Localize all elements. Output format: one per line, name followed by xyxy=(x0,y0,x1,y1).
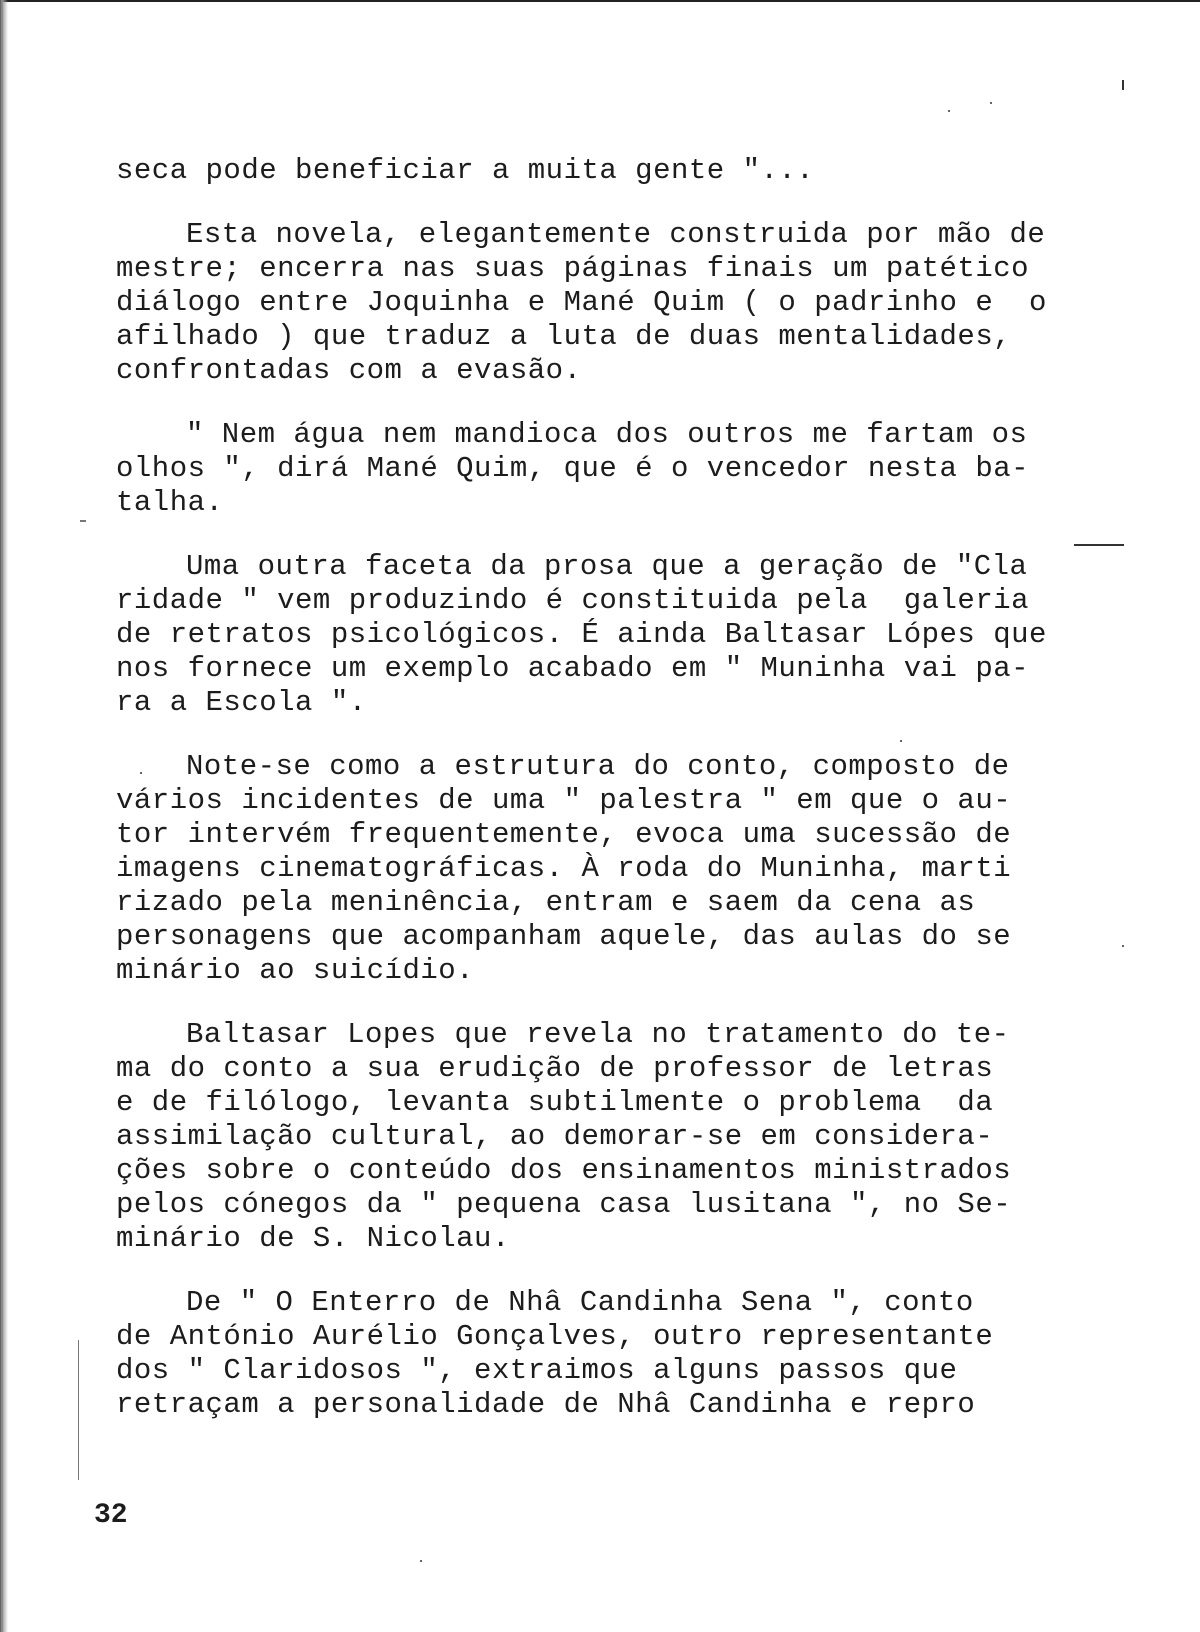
text-line: de retratos psicológicos. É ainda Baltasar Lópes que xyxy=(116,618,1047,651)
margin-mark xyxy=(80,520,86,522)
scan-speck xyxy=(420,1560,422,1562)
margin-mark xyxy=(78,1340,79,1480)
text-line: minário ao suicídio. xyxy=(116,954,475,987)
text-line: De " O Enterro de Nhâ Candinha Sena ", conto xyxy=(186,1286,974,1319)
text-line: de António Aurélio Gonçalves, outro representante xyxy=(116,1320,994,1353)
text-line: retraçam a personalidade de Nhâ Candinha e repro xyxy=(116,1388,976,1421)
text-line: e de filólogo, levanta subtilmente o problema da xyxy=(116,1086,994,1119)
text-line: nos fornece um exemplo acabado em " Muninha vai pa- xyxy=(116,652,1030,685)
text-line: talha. xyxy=(116,486,224,519)
text-line: afilhado ) que traduz a luta de duas mentalidades, xyxy=(116,320,1012,353)
text-line: diálogo entre Joquinha e Mané Quim ( o padrinho e o xyxy=(116,286,1047,319)
text-line: Esta novela, elegantemente construida por mão de xyxy=(186,218,1046,251)
paragraph-5 xyxy=(116,750,1136,988)
text-line: tor intervém frequentemente, evoca uma sucessão de xyxy=(116,818,1012,851)
typed-text-body xyxy=(116,154,1136,1452)
text-line: ra a Escola ". xyxy=(116,686,367,719)
scan-edge-shadow xyxy=(0,0,8,1632)
text-line: dos " Claridosos ", extraimos alguns passos que xyxy=(116,1354,958,1387)
text-line: ridade " vem produzindo é constituida pela galeria xyxy=(116,584,1030,617)
paragraph-6 xyxy=(116,1018,1136,1256)
text-line: Baltasar Lopes que revela no tratamento do te- xyxy=(186,1018,1010,1051)
text-line: rizado pela meninência, entram e saem da cena as xyxy=(116,886,976,919)
text-line: ma do conto a sua erudição de professor de letras xyxy=(116,1052,994,1085)
text-line: Note-se como a estrutura do conto, composto de xyxy=(186,750,1010,783)
text-line: olhos ", dirá Mané Quim, que é o vencedor nesta ba- xyxy=(116,452,1030,485)
text-line: Uma outra faceta da prosa que a geração de "Cla xyxy=(186,550,1028,583)
text-line: " Nem água nem mandioca dos outros me fartam os xyxy=(186,418,1028,451)
text-line: personagens que acompanham aquele, das aulas do se xyxy=(116,920,1012,953)
margin-mark xyxy=(1122,80,1124,90)
scan-speck xyxy=(948,110,950,112)
paragraph-3 xyxy=(116,418,1136,520)
paragraph-4 xyxy=(116,550,1136,720)
text-line: pelos cónegos da " pequena casa lusitana ", no Se- xyxy=(116,1188,1012,1221)
text-line: seca pode beneficiar a muita gente "... xyxy=(116,154,815,187)
text-line: ções sobre o conteúdo dos ensinamentos ministrados xyxy=(116,1154,1012,1187)
paragraph-1 xyxy=(116,154,1136,188)
paragraph-2 xyxy=(116,218,1136,388)
text-line: assimilação cultural, ao demorar-se em considera- xyxy=(116,1120,994,1153)
paragraph-7 xyxy=(116,1286,1136,1422)
text-line: minário de S. Nicolau. xyxy=(116,1222,510,1255)
page-number: 32 xyxy=(94,1500,128,1531)
text-line: mestre; encerra nas suas páginas finais um patético xyxy=(116,252,1030,285)
text-line: imagens cinematográficas. À roda do Muninha, marti xyxy=(116,852,1012,885)
text-line: confrontadas com a evasão. xyxy=(116,354,582,387)
text-line: vários incidentes de uma " palestra " em que o au- xyxy=(116,784,1012,817)
scan-speck xyxy=(990,102,992,104)
